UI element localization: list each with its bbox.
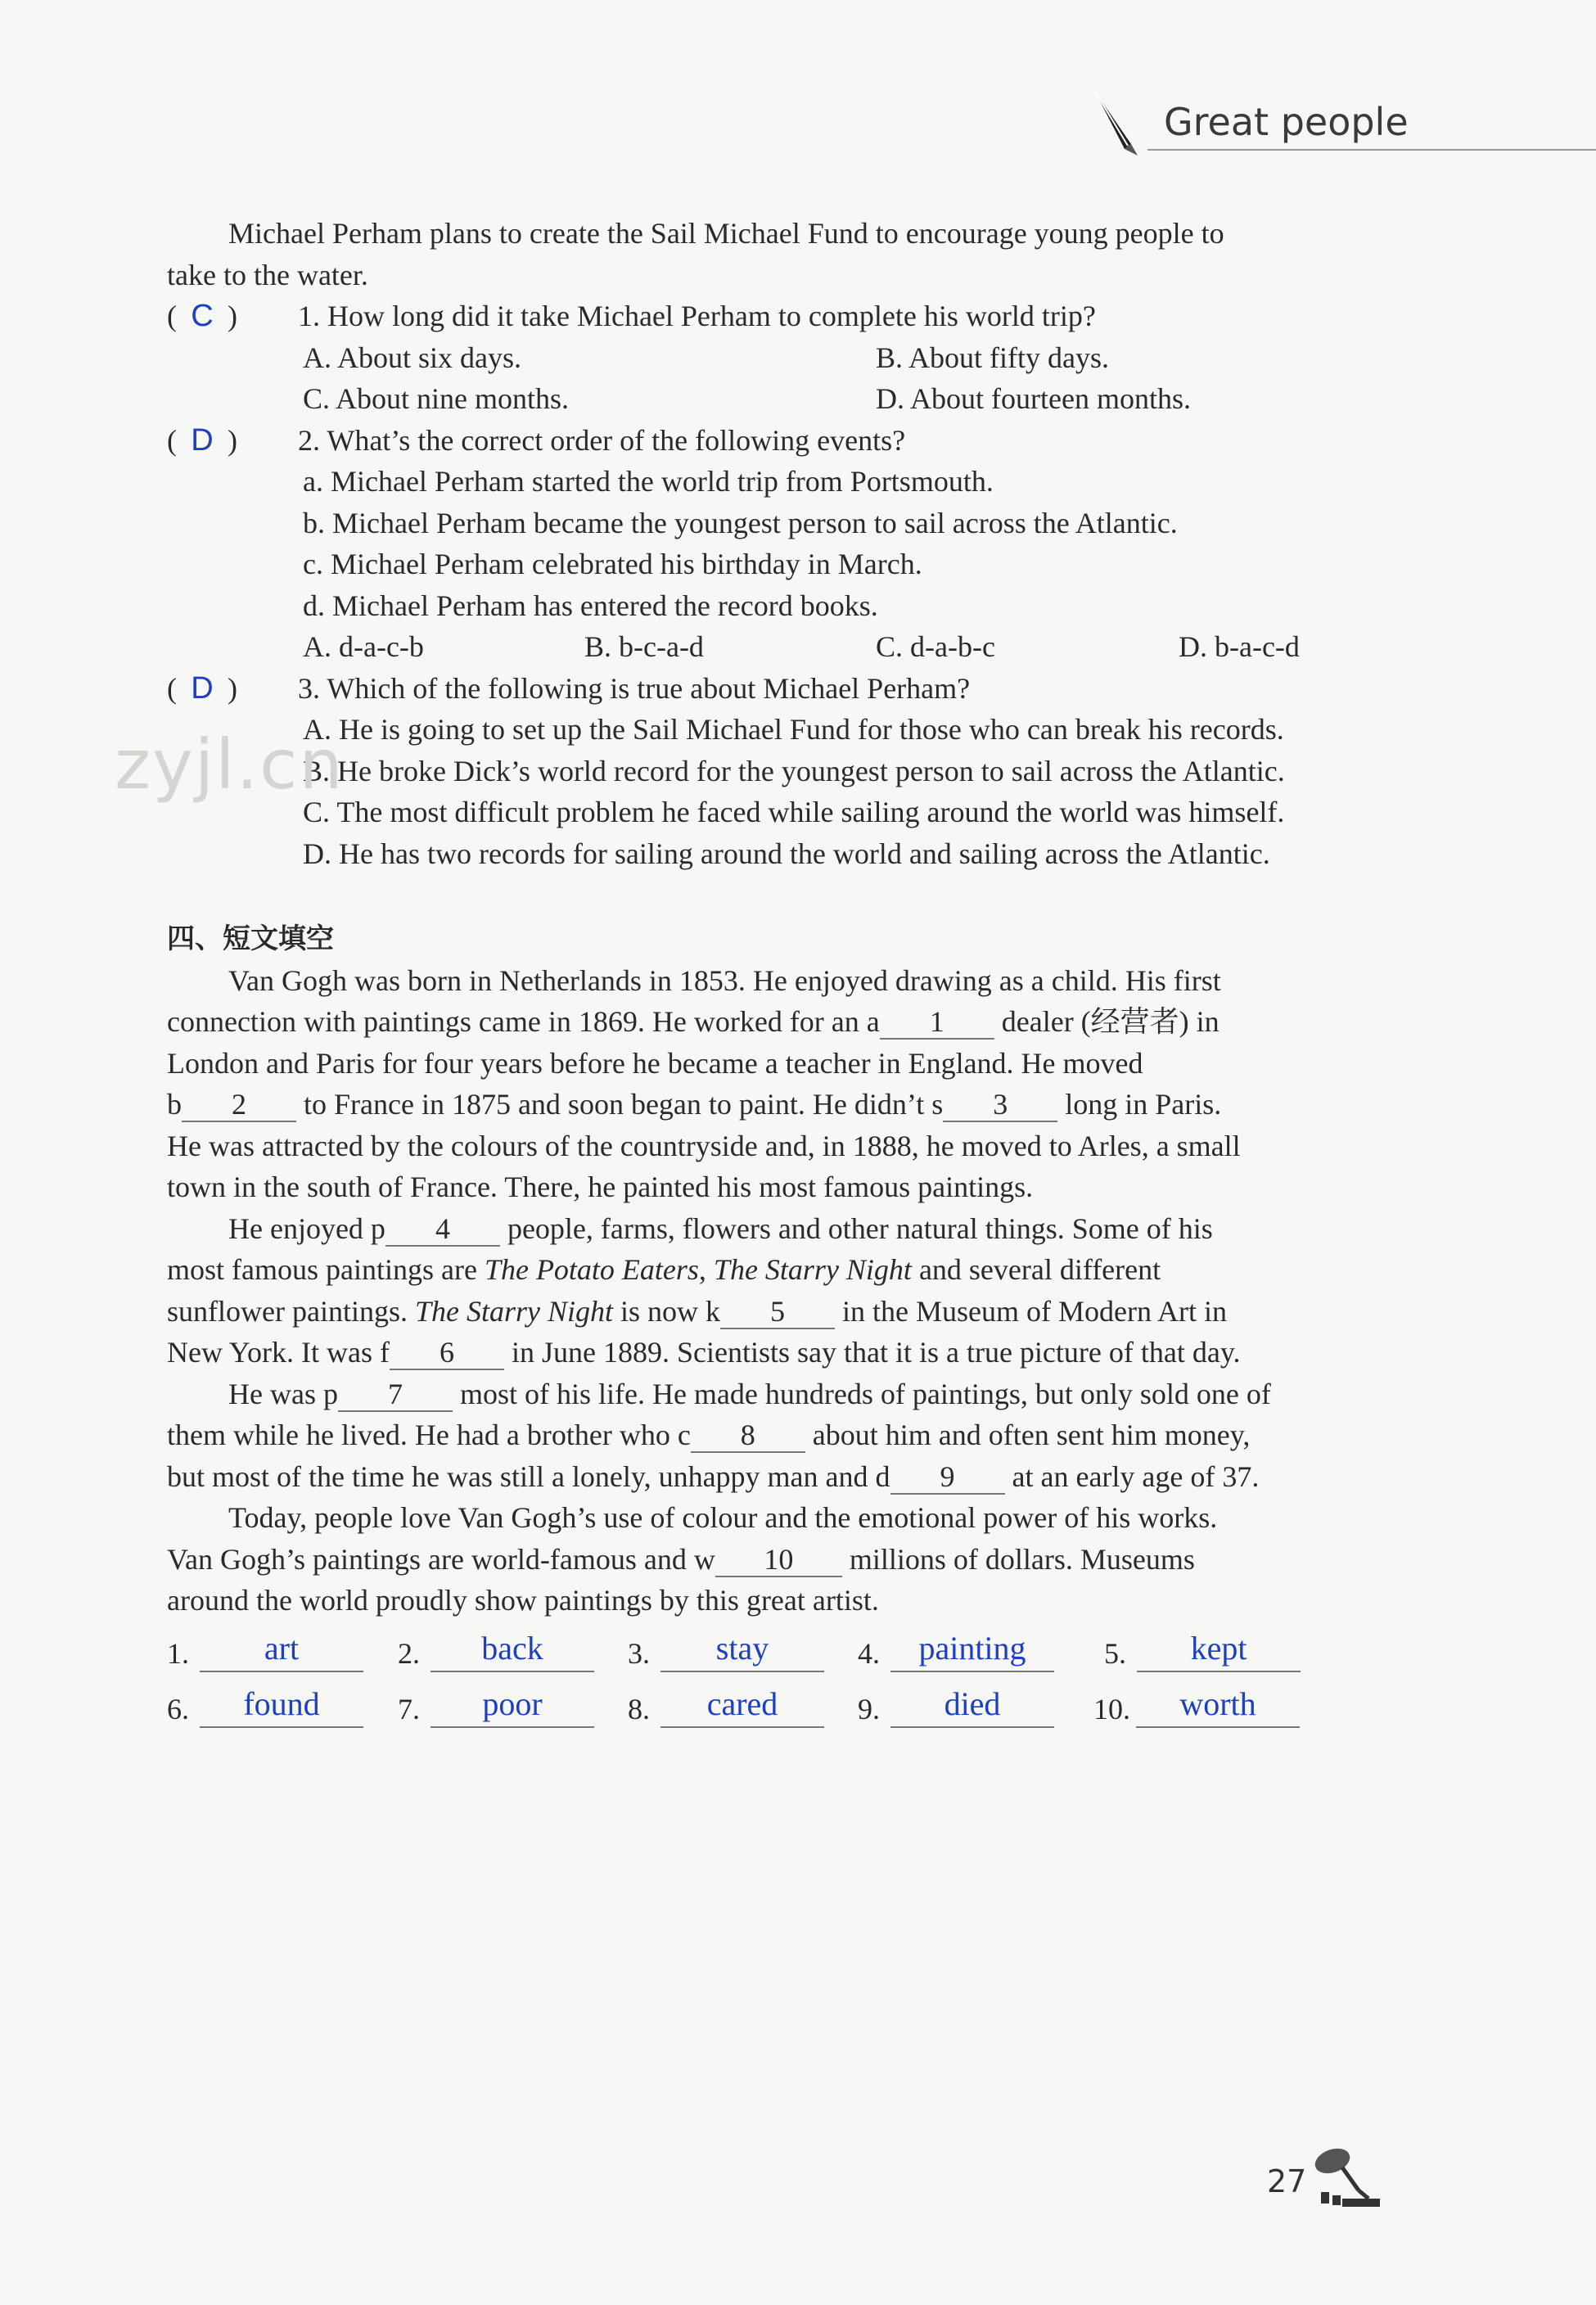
- option: D. He has two records for sailing around the world and sailing across the Atlantic.: [303, 837, 1270, 870]
- blank-10: 10: [715, 1543, 842, 1577]
- passage-line: [167, 1539, 1395, 1581]
- option: D. b-a-c-d: [1179, 630, 1300, 663]
- page-title: Great people: [1164, 100, 1409, 144]
- passage-text: them while he lived. He had a brother who c: [167, 1419, 691, 1451]
- answer-bracket: ( D ): [167, 420, 298, 462]
- passage-line: [167, 1001, 1395, 1043]
- passage-line: [167, 1291, 1395, 1333]
- passage-line: [167, 1414, 1395, 1456]
- fountain-pen-icon: [1089, 87, 1146, 160]
- answer-number: 6.: [167, 1693, 189, 1725]
- passage-text: most of his life. He made hundreds of paintings, but only sold one of: [459, 1377, 1271, 1410]
- answer-line: [660, 1726, 824, 1728]
- blank-4: 4: [385, 1212, 500, 1247]
- option: B. About fifty days.: [876, 341, 1109, 374]
- event-item: d. Michael Perham has entered the record books.: [303, 589, 878, 622]
- answer-number: 2.: [398, 1637, 420, 1670]
- answer-number: 3.: [628, 1637, 650, 1670]
- answer-number: 4.: [858, 1637, 880, 1670]
- answer-line: [200, 1671, 363, 1672]
- answer-line: [200, 1726, 363, 1728]
- passage-text: in the Museum of Modern Art in: [842, 1294, 1227, 1328]
- answer-cell: [398, 1680, 594, 1731]
- question-1: [167, 295, 1395, 337]
- passage-text: connection with paintings came in 1869. He worked for an a: [167, 1005, 880, 1038]
- blank-9: 9: [890, 1460, 1005, 1495]
- option: B. b-c-a-d: [584, 630, 704, 663]
- answer-grid: [167, 1625, 1395, 1748]
- passage-line: Van Gogh was born in Netherlands in 1853. He enjoyed drawing as a child. His first: [228, 963, 1221, 997]
- answer-word: kept: [1190, 1630, 1247, 1667]
- question-3: [167, 668, 1395, 710]
- passage-text: about him and often sent him money,: [812, 1419, 1251, 1451]
- event-item: c. Michael Perham celebrated his birthday in March.: [303, 548, 922, 580]
- answer-word: poor: [482, 1685, 543, 1722]
- answer-cell: [628, 1625, 824, 1676]
- option-row: [167, 337, 1395, 379]
- answer-cell: [1093, 1680, 1300, 1731]
- passage-text: millions of dollars. Museums: [849, 1542, 1195, 1576]
- answer-letter: D: [191, 422, 214, 458]
- option-row: [167, 626, 1395, 668]
- passage-text: He was p: [228, 1377, 338, 1410]
- answer-cell: [628, 1680, 824, 1731]
- question-stem: 3. Which of the following is true about Michael Perham?: [298, 671, 971, 705]
- intro-line: take to the water.: [167, 258, 368, 291]
- answer-word: painting: [918, 1630, 1026, 1667]
- answer-word: worth: [1179, 1685, 1256, 1722]
- passage-text: Van Gogh’s paintings are world-famous and w: [167, 1542, 715, 1576]
- blank-6: 6: [390, 1336, 504, 1370]
- option: C. About nine months.: [303, 382, 570, 415]
- event-item: a. Michael Perham started the world trip from Portsmouth.: [303, 465, 994, 498]
- blank-8: 8: [691, 1419, 805, 1453]
- blank-7: 7: [338, 1378, 453, 1412]
- painting-title: The Starry Night: [713, 1253, 912, 1286]
- passage-line: Today, people love Van Gogh’s use of colour and the emotional power of his works.: [228, 1501, 1218, 1534]
- passage-line: [167, 1332, 1395, 1374]
- answer-line: [1136, 1726, 1300, 1728]
- answer-letter: D: [191, 670, 214, 706]
- painting-title: The Potato Eaters: [484, 1253, 699, 1286]
- passage-text: people, farms, flowers and other natural things. Some of his: [507, 1211, 1213, 1245]
- intro-line: Michael Perham plans to create the Sail Michael Fund to encourage young people to: [228, 217, 1224, 250]
- passage-text: most famous paintings are: [167, 1253, 485, 1286]
- option: A. About six days.: [303, 341, 522, 374]
- answer-letter: C: [191, 299, 214, 333]
- option: C. d-a-b-c: [876, 630, 995, 663]
- option-row: [167, 378, 1395, 420]
- reading-section: [167, 213, 1395, 874]
- answer-cell: [858, 1680, 1054, 1731]
- answer-word: cared: [706, 1685, 778, 1722]
- answer-number: 5.: [1104, 1637, 1126, 1670]
- question-stem: 2. What’s the correct order of the following events?: [298, 423, 906, 457]
- passage-line: around the world proudly show paintings by this great artist.: [167, 1584, 879, 1617]
- answer-line: [1137, 1671, 1301, 1672]
- answer-cell: [167, 1625, 363, 1676]
- question-2: [167, 420, 1395, 462]
- answer-cell: [167, 1680, 363, 1731]
- passage-line: [167, 1208, 1395, 1250]
- blank-5: 5: [720, 1295, 835, 1329]
- passage-text: at an early age of 37.: [1012, 1459, 1260, 1493]
- answer-cell: [398, 1625, 594, 1676]
- passage-text: sunflower paintings.: [167, 1294, 415, 1328]
- passage-text: but most of the time he was still a lonely, unhappy man and d: [167, 1459, 890, 1493]
- header-rule: [1147, 149, 1596, 151]
- desk-lamp-icon: [1310, 2145, 1383, 2210]
- passage-text: New York. It was f: [167, 1336, 390, 1369]
- answer-number: 8.: [628, 1693, 650, 1725]
- cloze-section: [167, 918, 1395, 1622]
- passage-line: [167, 1456, 1395, 1498]
- answer-line: [890, 1726, 1054, 1728]
- answer-bracket: ( D ): [167, 668, 298, 710]
- option: C. The most difficult problem he faced while sailing around the world was himself.: [303, 796, 1285, 828]
- option: A. He is going to set up the Sail Michael Fund for those who can break his records.: [303, 713, 1284, 746]
- passage-text: b: [167, 1088, 182, 1121]
- option: D. About fourteen months.: [876, 382, 1191, 415]
- passage-line: [167, 1249, 1395, 1291]
- page-header: [1089, 82, 1596, 164]
- answer-line: [431, 1726, 594, 1728]
- watermark: zyjl.cn: [115, 724, 345, 805]
- section-title: 四、短文填空: [167, 922, 334, 955]
- passage-text: and several different: [911, 1253, 1161, 1286]
- passage-text: long in Paris.: [1065, 1088, 1222, 1121]
- passage-text: is now k: [612, 1294, 720, 1328]
- answer-word: died: [944, 1685, 1001, 1722]
- answer-word: found: [243, 1685, 320, 1722]
- answer-line: [431, 1671, 594, 1672]
- passage-line: London and Paris for four years before he became a teacher in England. He moved: [167, 1046, 1143, 1080]
- passage-text: to France in 1875 and soon began to paint. He didn’t s: [304, 1088, 944, 1121]
- passage-line: He was attracted by the colours of the countryside and, in 1888, he moved to Arles, a small: [167, 1129, 1241, 1162]
- passage-line: [167, 1084, 1395, 1125]
- passage-text: He enjoyed p: [228, 1211, 385, 1245]
- answer-bracket: ( C ): [167, 295, 298, 337]
- answer-word: art: [264, 1630, 300, 1667]
- option: B. He broke Dick’s world record for the youngest person to sail across the Atlantic.: [303, 754, 1285, 787]
- passage-line: [167, 1374, 1395, 1415]
- answer-line: [890, 1671, 1054, 1672]
- passage-text: ,: [698, 1253, 714, 1286]
- answer-line: [660, 1671, 824, 1672]
- option: A. d-a-c-b: [303, 630, 424, 663]
- blank-1: 1: [880, 1005, 994, 1040]
- passage-line: town in the south of France. There, he painted his most famous paintings.: [167, 1171, 1034, 1203]
- passage-text: dealer (经营者) in: [1001, 1005, 1220, 1038]
- event-item: b. Michael Perham became the youngest person to sail across the Atlantic.: [303, 506, 1178, 539]
- passage-text: in June 1889. Scientists say that it is a true picture of that day.: [512, 1336, 1241, 1369]
- question-stem: 1. How long did it take Michael Perham to complete his world trip?: [298, 300, 1096, 332]
- blank-2: 2: [182, 1088, 296, 1122]
- answer-number: 1.: [167, 1637, 189, 1670]
- answer-cell: [1104, 1625, 1301, 1676]
- answer-number: 7.: [398, 1693, 420, 1725]
- painting-title: The Starry Night: [414, 1294, 613, 1328]
- answer-number: 9.: [858, 1693, 880, 1725]
- blank-3: 3: [943, 1088, 1057, 1122]
- answer-number: 10.: [1093, 1693, 1130, 1725]
- answer-cell: [858, 1625, 1054, 1676]
- answer-word: back: [481, 1630, 543, 1667]
- page-number: 27: [1267, 2163, 1307, 2199]
- answer-word: stay: [715, 1630, 769, 1667]
